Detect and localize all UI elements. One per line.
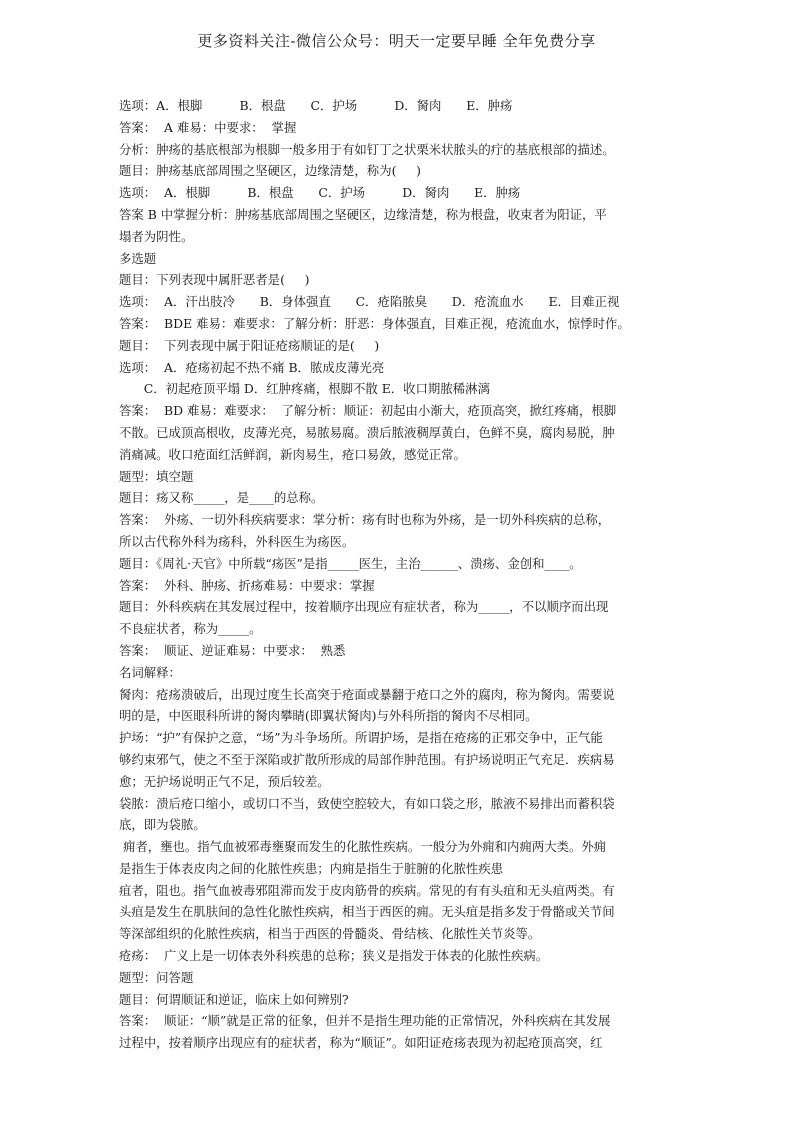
text-line: 够约束邪气，使之不至于深陷或扩散所形成的局部作肿范围。有护场说明正气充足．疾病易 bbox=[119, 751, 615, 767]
text-line: 答案 B 中掌握分析：肿疡基底部周围之坚硬区，边缘清楚，称为根盘，收束者为阳证，平 bbox=[119, 206, 607, 222]
text-line: 胬肉：疮疡溃破后，出现过度生长高突于疮面或暴翻于疮口之外的腐肉，称为胬肉。需要说 bbox=[119, 686, 615, 702]
text-line: 是指生于体表皮肉之间的化脓性疾患；内痈是指生于脏腑的化脓性疾患 bbox=[119, 860, 504, 876]
text-line: 题目：何谓顺证和逆证，临床上如何辨别? bbox=[119, 991, 349, 1007]
text-line: 答案： 顺证：“顺”就是正常的征象，但并不是指生理功能的正常情况，外科疾病在其发展 bbox=[119, 1013, 611, 1029]
document-body bbox=[119, 95, 679, 1054]
text-line: 过程中，按着顺序出现应有的症状者，称为“顺证”。如阳证疮疡表现为初起疮顶高突，红 bbox=[119, 1035, 603, 1051]
text-line: 明的是，中医眼科所讲的胬肉攀睛(即翼状胬肉)与外科所指的胬肉不尽相同。 bbox=[119, 708, 538, 724]
text-line: 疮疡： 广义上是一切体表外科疾患的总称；狭义是指发于体表的化脓性疾病。 bbox=[119, 948, 549, 964]
text-line: 头疽是发生在肌肤间的急性化脓性疾病，相当于西医的痈。无头疽是指多发于骨骼或关节间 bbox=[119, 904, 615, 920]
text-line: 题目：外科疾病在其发展过程中，按着顺序出现应有症状者，称为_____，不以顺序而出现 bbox=[119, 599, 609, 615]
text-line: 不良症状者，称为_____。 bbox=[119, 621, 262, 637]
text-line: 选项： A．疮疡初起不热不痛 B．脓成皮薄光亮 bbox=[119, 359, 385, 375]
text-line: 题型：填空题 bbox=[119, 468, 194, 484]
text-line: 选项：A．根脚 B．根盘 C．护场 D．胬肉 E．肿疡 bbox=[119, 98, 513, 113]
text-line: 题型：问答题 bbox=[119, 969, 194, 985]
text-line: 痈者，壅也。指气血被邪毒壅聚而发生的化脓性疾病。一般分为外痈和内痈两大类。外痈 bbox=[119, 839, 607, 855]
text-line: 塌者为阴性。 bbox=[119, 228, 194, 244]
text-line: 分析：肿疡的基底根部为根脚一般多用于有如钉丁之状栗米状脓头的疔的基底根部的描述。 bbox=[119, 141, 615, 157]
page-header: 更多资料关注-微信公众号：明天一定要早睡 全年免费分享 bbox=[197, 32, 596, 50]
text-line: 题目：《周礼·天官》中所载“疡医”是指_____医生，主治______、溃疡、金创和____。 bbox=[119, 555, 582, 571]
text-line: 答案： 外科、肿疡、折疡难易：中要求：掌握 bbox=[119, 577, 375, 593]
text-line: C．初起疮顶平塌 D．红肿疼痛，根脚不散 E．收口期脓稀淋漓 bbox=[119, 381, 490, 397]
text-line: 疽者，阻也。指气血被毒邪阻滞而发于皮肉筋骨的疾病。常见的有有头疽和无头疽两类。有 bbox=[119, 882, 615, 898]
text-line: 护场：“护”有保护之意，“场”为斗争场所。所谓护场，是指在疮疡的正邪交争中，正气能 bbox=[119, 730, 603, 746]
text-line: 答案： BD 难易：难要求： 了解分析：顺证：初起由小渐大，疮顶高突，掀红疼痛，根脚 bbox=[119, 403, 617, 419]
text-line: 题目：疡又称_____，是____的总称。 bbox=[119, 490, 324, 506]
text-line: 底，即为袋脓。 bbox=[119, 817, 206, 833]
text-line: 答案： 顺证、逆证难易：中要求： 熟悉 bbox=[119, 642, 346, 658]
text-line: 答案： A 难易：中要求： 掌握 bbox=[119, 119, 297, 135]
text-line: 不散。已成顶高根收，皮薄光亮，易脓易腐。溃后脓液稠厚黄白，色鲜不臭，腐肉易脱，肿 bbox=[119, 424, 615, 440]
text-line: 题目： 下列表现中属于阳证疮疡顺证的是( ) bbox=[119, 337, 380, 353]
text-line: 答案： BDE 难易：难要求：了解分析：肝恶：身体强直，目难正视，疮流血水，惊悸时作。 bbox=[119, 315, 630, 331]
text-line: 袋脓：溃后疮口缩小，或切口不当，致使空腔较大，有如口袋之形，脓液不易排出而蓄积袋 bbox=[119, 795, 615, 811]
text-line: 愈；无护场说明正气不足，预后较差。 bbox=[119, 773, 330, 789]
text-line: 答案： 外疡、一切外科疾病要求：掌分析：疡有时也称为外疡，是一切外科疾病的总称， bbox=[119, 512, 611, 528]
text-line: 等深部组织的化脓性疾病，相当于西医的骨髓炎、骨结核、化脓性关节炎等。 bbox=[119, 926, 541, 942]
text-line: 题目：下列表现中属肝恶者是( ) bbox=[119, 272, 310, 288]
text-line: 所以古代称外科为疡科，外科医生为疡医。 bbox=[119, 533, 355, 549]
text-line: 选项： A．根脚 B．根盘 C．护场 D．胬肉 E．肿疡 bbox=[119, 185, 521, 201]
text-line: 题目：肿疡基底部周围之坚硬区，边缘清楚，称为( ) bbox=[119, 163, 421, 179]
text-line: 名词解释： bbox=[119, 664, 181, 680]
text-line: 选项： A．汗出肢冷 B．身体强直 C．疮陷脓臭 D．疮流血水 E．目难正视 bbox=[119, 294, 620, 310]
text-line: 多选题 bbox=[119, 250, 157, 266]
text-line: 消痛减。收口疮面红活鲜润，新肉易生，疮口易敛，感觉正常。 bbox=[119, 446, 466, 462]
